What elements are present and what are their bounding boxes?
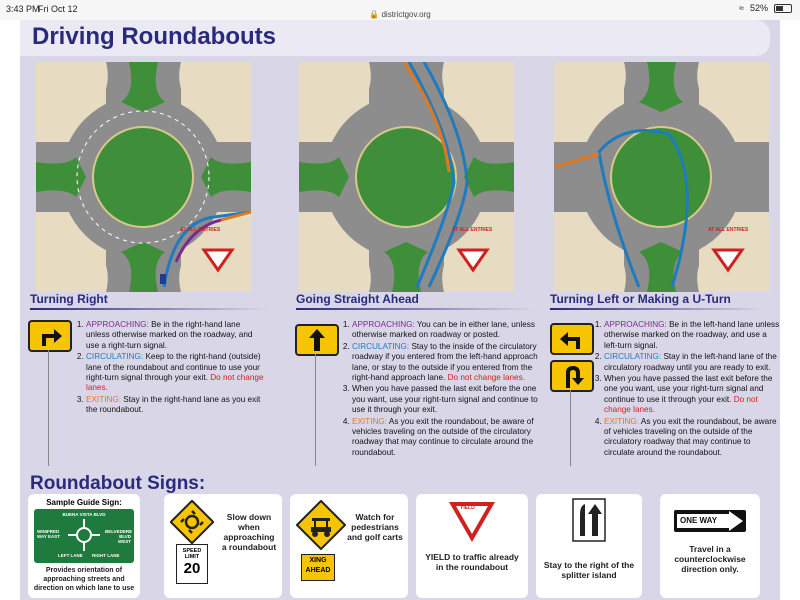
steps-turning-left: [590, 320, 782, 459]
steps-turning-right: [72, 320, 264, 417]
section-title-left: Turning Left or Making a U-Turn: [550, 292, 731, 306]
url-bar[interactable]: 🔒 districtgov.org: [369, 10, 431, 19]
diagram-going-straight: [299, 62, 514, 292]
roundabout-guide-icon: [68, 519, 100, 551]
u-turn-sign: [550, 360, 594, 392]
step-item: 4. EXITING: As you exit the roundabout, be aware of vehicles traveling on the outside of the circulatory roadway that may continue to circulate around the roundabout.: [604, 417, 782, 459]
infographic-page: [20, 20, 780, 600]
divider: [48, 350, 49, 470]
entry-label-1: AT ALL ENTRIES: [180, 227, 221, 233]
speed-value: 20: [183, 560, 201, 577]
u-turn-arrow-icon: [552, 362, 592, 390]
one-way-text: Travel in a counterclockwise direction only.: [674, 544, 746, 574]
step-item: 1. APPROACHING: You can be in either lane, unless otherwise marked on roadway or posted.: [352, 320, 550, 341]
card-splitter: [536, 494, 642, 598]
card-golf-cart: [290, 494, 408, 598]
guide-left-lane: LEFT LANE: [58, 553, 83, 558]
guide-heading: Sample Guide Sign:: [46, 498, 122, 507]
signs-title: Roundabout Signs:: [30, 473, 206, 494]
step-item: 1. APPROACHING: Be in the right-hand lane unless otherwise marked on the roadway, and use a right-turn signal.: [86, 320, 264, 351]
step-item: 1. APPROACHING: Be in the left-hand lane unless otherwise marked on the roadway, and use a left-turn signal.: [604, 320, 782, 351]
section-title-straight: Going Straight Ahead: [296, 292, 419, 306]
xing-plaque: XING AHEAD: [301, 554, 335, 581]
step-item: 2. CIRCULATING: Stay to the inside of the circulatory roadway if you entered from the left-hand approach lane, or stay to the outside if you entered from the right-hand approach lane. Do not change lanes.: [352, 342, 550, 384]
underline: [296, 308, 536, 310]
card-one-way: [660, 494, 760, 598]
step-item: 3. When you have passed the last exit before the one you want, use your right-turn signal and continue to use it through your exit. Do not change lanes.: [604, 374, 782, 416]
entry-label-2: AT ALL ENTRIES: [452, 227, 493, 233]
guide-right-lane: RIGHT LANE: [92, 553, 120, 558]
step-item: 3. When you have passed the last exit before the one you want, use your right-turn signal and continue to use it through your exit.: [352, 384, 550, 415]
step-item: 2. CIRCULATING: Stay in the left-hand lane of the circulatory roadway until you are ready to exit.: [604, 352, 782, 373]
straight-arrow-icon: [297, 326, 337, 354]
guide-caption: Provides orientation of approaching streets and direction on which lane to use: [33, 567, 135, 592]
cart-text: Watch for pedestrians and golf carts: [347, 512, 403, 542]
arrow-right-icon: [729, 511, 743, 531]
title-banner: [20, 20, 770, 56]
underline: [30, 308, 270, 310]
right-turn-arrow-icon: [30, 322, 70, 350]
entry-label-3: AT ALL ENTRIES: [708, 227, 749, 233]
yield-sign-text: YIELD: [460, 505, 475, 511]
battery-icon: [774, 4, 792, 13]
card-slow-down: [164, 494, 282, 598]
steps-going-straight: [338, 320, 550, 459]
section-title-right: Turning Right: [30, 292, 108, 306]
guide-sign: [34, 509, 134, 563]
card-yield: [416, 494, 528, 598]
status-date: Fri Oct 12: [38, 4, 78, 14]
step-item: 2. CIRCULATING: Keep to the right-hand (outside) lane of the roundabout and continue to use your right-turn signal through your exit. Do not change lanes.: [86, 352, 264, 394]
diagram-turning-right: [36, 62, 251, 292]
url-text: districtgov.org: [381, 10, 431, 19]
step-item: 3. EXITING: Stay in the right-hand lane as you exit the roundabout.: [86, 395, 264, 416]
one-way-sign: [674, 510, 746, 532]
speed-label: SPEED LIMIT: [182, 548, 202, 560]
yield-text: YIELD to traffic already in the roundabout: [425, 552, 519, 572]
step-item: 4. EXITING: As you exit the roundabout, be aware of vehicles traveling on the outside of the circulatory roadway that may continue to circulate around the roundabout.: [352, 417, 550, 459]
guide-right-street: BELVEDERE BLVD WEST: [105, 529, 133, 544]
underline: [550, 308, 765, 310]
diagram-turning-left: [554, 62, 769, 292]
left-turn-sign: [550, 323, 594, 355]
guide-top-street: BUENA VISTA BLVD: [62, 512, 106, 517]
straight-ahead-sign: [295, 324, 339, 356]
card-guide-sign: [28, 494, 140, 598]
status-icons: [739, 3, 792, 13]
one-way-sign-text: ONE WAY: [680, 516, 718, 525]
roundabout-warning-sign-icon: [170, 500, 214, 544]
golf-cart-sign-icon: [296, 500, 346, 550]
page-title: Driving Roundabouts: [32, 23, 276, 50]
battery-percent: 52%: [749, 3, 768, 13]
divider: [570, 390, 571, 470]
wifi-icon: ≈: [739, 3, 744, 13]
splitter-text: Stay to the right of the splitter island: [543, 560, 635, 580]
status-time: 3:43 PM: [6, 4, 40, 14]
guide-left-street: WINIFRED WAY EAST: [37, 529, 61, 539]
keep-right-sign-icon: [572, 498, 606, 542]
left-turn-arrow-icon: [552, 325, 592, 353]
status-bar: [0, 0, 800, 20]
speed-text: Slow down when approaching a roundabout: [221, 512, 277, 552]
right-turn-sign: [28, 320, 72, 352]
speed-limit-sign: [176, 544, 208, 584]
divider: [315, 354, 316, 469]
